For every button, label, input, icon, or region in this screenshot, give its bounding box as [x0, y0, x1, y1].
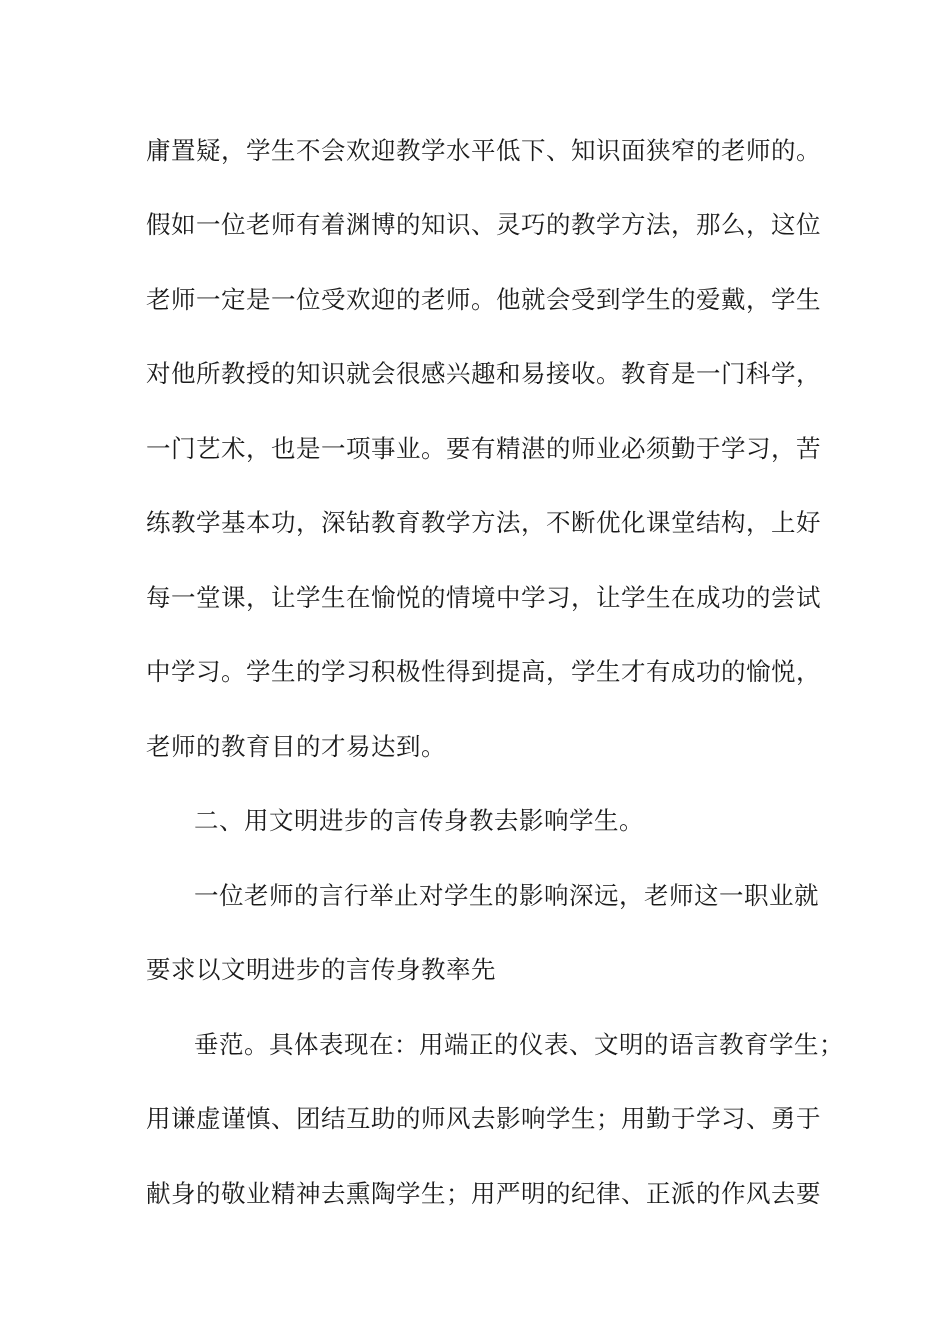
paragraph-line: 练教学基本功，深钻教育教学方法，不断优化课堂结构，上好: [146, 508, 821, 537]
paragraph-line: 一门艺术，也是一项事业。要有精湛的师业必须勤于学习，苦: [146, 434, 821, 463]
paragraph-line: 每一堂课，让学生在愉悦的情境中学习，让学生在成功的尝试: [146, 583, 821, 612]
paragraph-line: 献身的敬业精神去熏陶学生；用严明的纪律、正派的作风去要: [146, 1179, 821, 1208]
paragraph-line: 要求以文明进步的言传身教率先: [146, 955, 496, 984]
paragraph-line: 老师的教育目的才易达到。: [146, 732, 446, 761]
paragraph-line: 对他所教授的知识就会很感兴趣和易接收。教育是一门科学，: [146, 359, 821, 388]
paragraph-line: 庸置疑，学生不会欢迎教学水平低下、知识面狭窄的老师的。: [146, 136, 821, 165]
paragraph-line: 用谦虚谨慎、团结互助的师风去影响学生；用勤于学习、勇于: [146, 1104, 821, 1133]
paragraph-line: 垂范。具体表现在：用端正的仪表、文明的语言教育学生；: [194, 1030, 844, 1059]
section-heading: 二、用文明进步的言传身教去影响学生。: [194, 806, 644, 835]
paragraph-line: 一位老师的言行举止对学生的影响深远，老师这一职业就: [194, 881, 819, 910]
paragraph-line: 老师一定是一位受欢迎的老师。他就会受到学生的爱戴，学生: [146, 285, 821, 314]
paragraph-line: 中学习。学生的学习积极性得到提高，学生才有成功的愉悦，: [146, 657, 821, 686]
paragraph-line: 假如一位老师有着渊博的知识、灵巧的教学方法，那么，这位: [146, 210, 821, 239]
